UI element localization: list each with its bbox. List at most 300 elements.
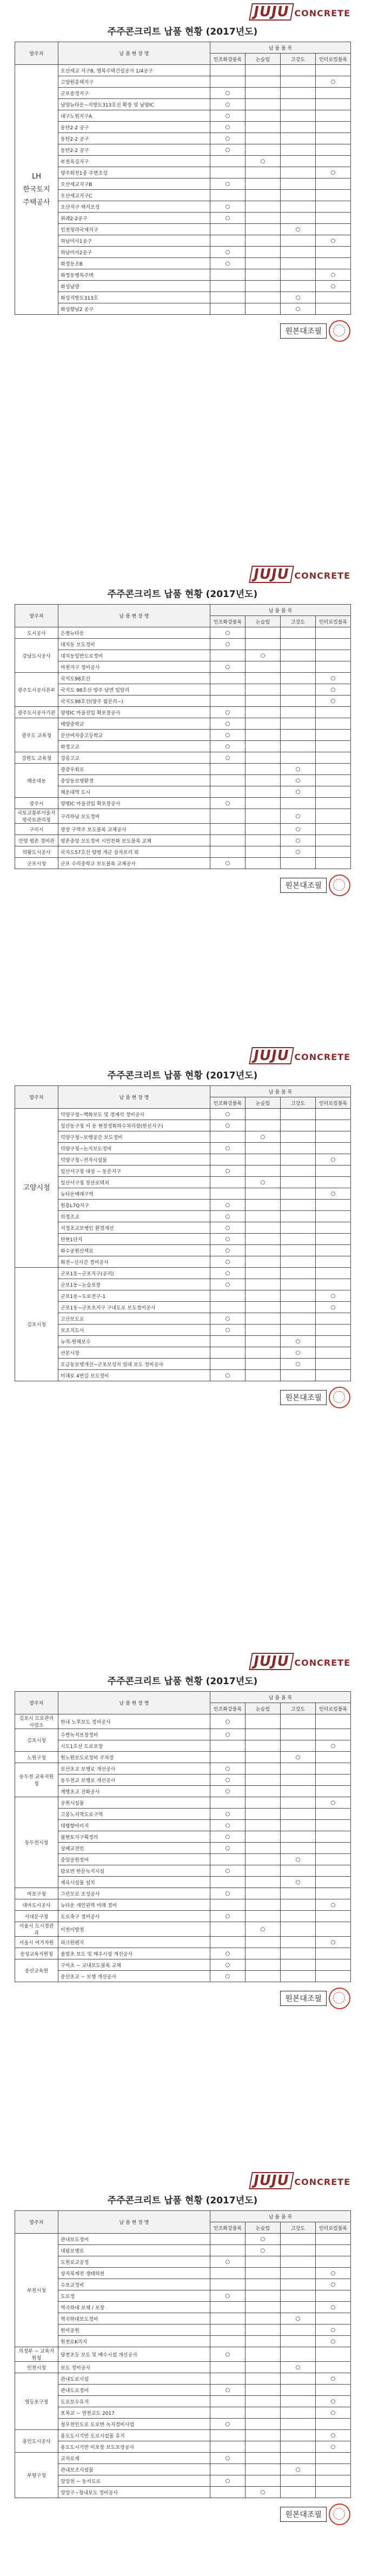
- table-row: [15, 2268, 351, 2279]
- product-mark-cell: [245, 65, 281, 76]
- table-row: [15, 1313, 351, 1325]
- table-row: [15, 2385, 351, 2396]
- header-product: 논슬립: [245, 54, 281, 65]
- product-mark-cell: [210, 224, 245, 235]
- table-row: [15, 1752, 351, 1763]
- site-name-cell: 평촌중앙 보도정비 시민친화 보도블록 교체: [58, 835, 210, 846]
- product-mark-cell: ○: [245, 2245, 281, 2256]
- product-mark-cell: ○: [210, 88, 245, 99]
- product-mark-cell: ○: [316, 1899, 351, 1911]
- site-name-cell: 구리하남 보도정비: [58, 809, 210, 824]
- product-mark-cell: [281, 1279, 316, 1290]
- product-mark-cell: [281, 639, 316, 650]
- header-row: [15, 2211, 351, 2222]
- header-client: 발주처: [15, 605, 58, 627]
- product-mark-cell: [245, 809, 281, 824]
- product-mark-cell: [316, 824, 351, 835]
- product-mark-cell: ○: [210, 661, 245, 673]
- product-mark-cell: [316, 65, 351, 76]
- header-site-name: 납 품 현 장 명: [58, 1692, 210, 1714]
- product-mark-cell: [281, 752, 316, 764]
- product-mark-cell: ○: [210, 2419, 245, 2430]
- table-row: [15, 696, 351, 707]
- product-mark-cell: [245, 1188, 281, 1200]
- product-mark-cell: [210, 281, 245, 292]
- site-name-cell: 동탄2-2 공구: [58, 133, 210, 144]
- product-mark-cell: [281, 684, 316, 696]
- product-mark-cell: [245, 2268, 281, 2279]
- table-row: [15, 718, 351, 730]
- site-name-cell: 화성남양: [58, 281, 210, 292]
- product-mark-cell: [245, 303, 281, 315]
- table-row: [15, 741, 351, 752]
- product-mark-cell: [245, 178, 281, 190]
- table-row: [15, 122, 351, 133]
- product-mark-cell: ○: [245, 1922, 281, 1937]
- product-mark-cell: [245, 110, 281, 122]
- table-row: [15, 1131, 351, 1143]
- product-mark-cell: ○: [316, 2268, 351, 2279]
- product-mark-cell: [316, 661, 351, 673]
- product-mark-cell: [245, 1359, 281, 1370]
- product-mark-cell: [245, 1109, 281, 1120]
- product-mark-cell: [281, 2347, 316, 2362]
- product-mark-cell: [245, 1347, 281, 1359]
- product-mark-cell: ○: [245, 2234, 281, 2245]
- product-mark-cell: [245, 2347, 281, 2362]
- product-mark-cell: [210, 1752, 245, 1763]
- product-mark-cell: [281, 1831, 316, 1843]
- product-mark-cell: ○: [210, 1843, 245, 1854]
- header-row: [15, 1086, 351, 1097]
- table-row: [15, 1854, 351, 1865]
- product-mark-cell: [281, 1313, 316, 1325]
- table-row: [15, 2290, 351, 2302]
- product-mark-cell: ○: [210, 1820, 245, 1831]
- product-mark-cell: [316, 1325, 351, 1336]
- table-row: [15, 1166, 351, 1177]
- product-mark-cell: [245, 2453, 281, 2464]
- product-mark-cell: [281, 1200, 316, 1211]
- product-mark-cell: [281, 1843, 316, 1854]
- table-row: [15, 2279, 351, 2290]
- product-mark-cell: [245, 2430, 281, 2441]
- header-site-name: 납 품 현 장 명: [58, 42, 210, 65]
- site-name-cell: 당천초등 보도 및 배수시설 개선공사: [58, 2347, 210, 2362]
- product-mark-cell: [210, 1290, 245, 1302]
- site-name-cell: 관내보조시설물: [58, 2464, 210, 2475]
- product-mark-cell: ○: [281, 303, 316, 315]
- site-name-cell: 국지도98호선(양주 월문리~): [58, 696, 210, 707]
- product-mark-cell: [245, 1854, 281, 1865]
- site-name-cell: 국지도57호선 양평 개군 상자포리 외: [58, 846, 210, 858]
- header-product: 논슬립: [245, 1703, 281, 1714]
- site-name-cell: 화수공원산책로: [58, 1245, 210, 1256]
- table-row: [15, 2336, 351, 2347]
- header-product: 고강도: [281, 616, 316, 627]
- product-mark-cell: [210, 824, 245, 835]
- product-mark-cell: ○: [316, 2302, 351, 2313]
- product-mark-cell: [245, 269, 281, 281]
- product-mark-cell: [316, 809, 351, 824]
- product-mark-cell: ○: [316, 76, 351, 88]
- table-row: [15, 1245, 351, 1256]
- logo-wordmark: JUJU: [249, 1653, 294, 1670]
- certification-row: [15, 320, 350, 342]
- product-mark-cell: [210, 2302, 245, 2313]
- page-title: 주주콘크리트 납품 현황 (2017년도): [107, 2195, 258, 2206]
- table-row: [15, 1109, 351, 1120]
- product-mark-cell: [316, 1820, 351, 1831]
- table-row: [15, 76, 351, 88]
- product-mark-cell: [316, 1865, 351, 1877]
- site-name-cell: 대형향아이지: [58, 1820, 210, 1831]
- product-mark-cell: ○: [210, 1279, 245, 1290]
- product-mark-cell: [245, 1899, 281, 1911]
- site-name-cell: 탐로번 한문녹지시설: [58, 1865, 210, 1877]
- site-name-cell: 도원로교공정: [58, 2256, 210, 2268]
- product-mark-cell: [281, 1154, 316, 1166]
- table-row: [15, 1740, 351, 1752]
- header-product: 인터로킹블록: [316, 616, 351, 627]
- table-row: [15, 224, 351, 235]
- product-mark-cell: [210, 65, 245, 76]
- client-cell: 도시공사: [15, 627, 58, 639]
- product-mark-cell: [245, 718, 281, 730]
- product-mark-cell: [210, 235, 245, 247]
- site-name-cell: 서정초교보행인 환경개선: [58, 1222, 210, 1234]
- site-name-cell: 군포1동~논슬포장: [58, 1279, 210, 1290]
- table-row: [15, 2430, 351, 2441]
- client-cell: 강남도시공사: [15, 639, 58, 673]
- product-mark-cell: ○: [245, 1131, 281, 1143]
- product-mark-cell: ○: [316, 2325, 351, 2336]
- product-mark-cell: ○: [210, 1948, 245, 1959]
- site-name-cell: 강릉고교: [58, 752, 210, 764]
- product-mark-cell: [281, 1820, 316, 1831]
- product-mark-cell: ○: [316, 235, 351, 247]
- product-mark-cell: [245, 167, 281, 178]
- site-name-cell: 국지도98호선: [58, 673, 210, 684]
- product-mark-cell: [281, 144, 316, 156]
- site-name-cell: 오금동보행개선~군포보성지 일대 보도 정비공사: [58, 1359, 210, 1370]
- table-row: [15, 1865, 351, 1877]
- product-mark-cell: [245, 1948, 281, 1959]
- table-row: [15, 133, 351, 144]
- logo-subtitle: CONCRETE: [294, 1658, 350, 1668]
- product-mark-cell: [210, 2396, 245, 2407]
- product-mark-cell: [316, 144, 351, 156]
- product-mark-cell: ○: [210, 1729, 245, 1740]
- document-page: [0, 0, 365, 562]
- site-name-cell: 은평뉴타운: [58, 627, 210, 639]
- client-cell: 부천시청: [15, 2234, 58, 2347]
- product-mark-cell: [281, 1797, 316, 1809]
- product-mark-cell: [316, 1336, 351, 1347]
- table-row: [15, 1877, 351, 1888]
- table-row: [15, 65, 351, 76]
- product-mark-cell: ○: [210, 1143, 245, 1154]
- table-row: [15, 1347, 351, 1359]
- product-mark-cell: [316, 786, 351, 798]
- product-mark-cell: ○: [316, 1937, 351, 1948]
- site-name-cell: 양평IC 마을진입 확포장공사: [58, 798, 210, 809]
- product-mark-cell: ○: [281, 809, 316, 824]
- product-mark-cell: [210, 303, 245, 315]
- product-mark-cell: [210, 269, 245, 281]
- table-row: [15, 2362, 351, 2373]
- product-mark-cell: ○: [245, 650, 281, 661]
- product-mark-cell: [316, 2464, 351, 2475]
- site-name-cell: 용도도시기반 미포장 보도포장공사: [58, 2441, 210, 2453]
- product-mark-cell: [245, 1268, 281, 1279]
- table-row: [15, 213, 351, 224]
- table-row: [15, 303, 351, 315]
- product-mark-cell: [281, 213, 316, 224]
- product-mark-cell: [281, 1245, 316, 1256]
- site-name-cell: 상패교전인: [58, 1843, 210, 1854]
- product-mark-cell: [245, 1809, 281, 1820]
- product-mark-cell: [281, 718, 316, 730]
- product-mark-cell: [245, 1222, 281, 1234]
- product-mark-cell: ○: [316, 2336, 351, 2347]
- site-name-cell: 동탄2-2 공구: [58, 122, 210, 133]
- product-mark-cell: [245, 707, 281, 718]
- company-logo: [15, 0, 350, 22]
- product-mark-cell: [245, 1865, 281, 1877]
- product-mark-cell: [210, 1359, 245, 1370]
- header-product: 인터로킹블록: [316, 54, 351, 65]
- site-name-cell: 화성지방도313호: [58, 292, 210, 303]
- table-row: [15, 1971, 351, 1982]
- site-name-cell: 이천이방천: [58, 1922, 210, 1937]
- product-mark-cell: [316, 1763, 351, 1774]
- product-mark-cell: [210, 1302, 245, 1313]
- site-name-cell: 보산초교 보행로 개선공사: [58, 1763, 210, 1774]
- table-row: [15, 201, 351, 213]
- table-row: [15, 292, 351, 303]
- client-cell: 광주도 교육청: [15, 718, 58, 752]
- table-row: [15, 167, 351, 178]
- header-site-name: 납 품 현 장 명: [58, 605, 210, 627]
- site-name-cell: 마천지구 정비공사: [58, 661, 210, 673]
- product-mark-cell: [281, 1786, 316, 1797]
- table-row: [15, 1268, 351, 1279]
- product-mark-cell: [210, 2268, 245, 2279]
- product-mark-cell: [245, 824, 281, 835]
- table-row: [15, 673, 351, 684]
- product-mark-cell: [245, 627, 281, 639]
- product-mark-cell: [281, 76, 316, 88]
- product-mark-cell: [316, 1809, 351, 1820]
- product-mark-cell: [281, 1899, 316, 1911]
- product-mark-cell: [316, 1959, 351, 1971]
- product-mark-cell: ○: [210, 99, 245, 110]
- product-mark-cell: ○: [210, 1763, 245, 1774]
- product-mark-cell: [210, 2245, 245, 2256]
- client-cell: 구리시: [15, 824, 58, 835]
- product-mark-cell: ○: [210, 1325, 245, 1336]
- site-name-cell: 덕양구청~논지보도정비: [58, 1143, 210, 1154]
- product-mark-cell: ○: [281, 224, 316, 235]
- logo-subtitle: CONCRETE: [294, 571, 350, 581]
- product-mark-cell: [316, 1971, 351, 1982]
- site-name-cell: 상지북계전 생태하천: [58, 2268, 210, 2279]
- product-mark-cell: [245, 122, 281, 133]
- table-row: [15, 2373, 351, 2385]
- table-row: [15, 1820, 351, 1831]
- product-mark-cell: ○: [316, 281, 351, 292]
- table-row: [15, 1937, 351, 1948]
- product-mark-cell: [316, 1131, 351, 1143]
- table-row: [15, 1279, 351, 1290]
- product-mark-cell: [245, 798, 281, 809]
- product-mark-cell: ○: [316, 269, 351, 281]
- client-cell: 군포시청: [15, 858, 58, 869]
- table-row: [15, 707, 351, 718]
- product-mark-cell: ○: [210, 798, 245, 809]
- table-row: [15, 1359, 351, 1370]
- table-row: [15, 661, 351, 673]
- product-mark-cell: ○: [210, 144, 245, 156]
- header-product: 인터로킹블록: [316, 1097, 351, 1109]
- client-cell: 동두천 교육지원청: [15, 1763, 58, 1797]
- product-mark-cell: [281, 133, 316, 144]
- product-mark-cell: [316, 858, 351, 869]
- certification-row: [15, 1387, 350, 1408]
- product-mark-cell: [281, 1211, 316, 1222]
- product-mark-cell: [245, 1888, 281, 1899]
- product-mark-cell: ○: [316, 1740, 351, 1752]
- product-mark-cell: [281, 1740, 316, 1752]
- page-title: 주주콘크리트 납품 현황 (2017년도): [107, 27, 258, 37]
- site-name-cell: 제옥시설물 설치: [58, 1877, 210, 1888]
- product-mark-cell: [281, 798, 316, 809]
- product-mark-cell: [245, 2407, 281, 2419]
- product-mark-cell: [245, 752, 281, 764]
- product-mark-cell: [316, 707, 351, 718]
- product-mark-cell: [316, 775, 351, 786]
- site-name-cell: 화전~신사간 정비공사: [58, 1256, 210, 1268]
- site-name-cell: 군포1동~군포지구(공리): [58, 1268, 210, 1279]
- product-mark-cell: [245, 741, 281, 752]
- site-name-cell: 파크원펜지: [58, 1937, 210, 1948]
- product-mark-cell: [281, 178, 316, 190]
- table-row: [15, 281, 351, 292]
- table-row: [15, 752, 351, 764]
- product-mark-cell: [245, 2419, 281, 2430]
- product-mark-cell: [316, 178, 351, 190]
- site-name-cell: 화정동조B: [58, 258, 210, 269]
- table-row: [15, 156, 351, 167]
- table-row: [15, 824, 351, 835]
- product-mark-cell: ○: [281, 1359, 316, 1370]
- product-mark-cell: [281, 190, 316, 201]
- product-mark-cell: ○: [281, 1854, 316, 1865]
- product-mark-cell: [210, 1797, 245, 1809]
- product-mark-cell: ○: [210, 1109, 245, 1120]
- header-product: 인조화강블록: [210, 1703, 245, 1714]
- product-mark-cell: [281, 1922, 316, 1937]
- header-product: 고강도: [281, 1703, 316, 1714]
- header-client: 발주처: [15, 1692, 58, 1714]
- product-mark-cell: [316, 1166, 351, 1177]
- site-name-cell: 보도 정비공사: [58, 2362, 210, 2373]
- site-name-cell: 교차로제: [58, 2453, 210, 2464]
- product-mark-cell: [281, 696, 316, 707]
- product-mark-cell: ○: [281, 2362, 316, 2373]
- product-mark-cell: [245, 1279, 281, 1290]
- product-mark-cell: [245, 2325, 281, 2336]
- product-mark-cell: [281, 247, 316, 258]
- page-title: 주주콘크리트 납품 현황 (2017년도): [107, 1676, 258, 1687]
- product-mark-cell: [316, 650, 351, 661]
- table-row: [15, 1899, 351, 1911]
- product-mark-cell: [245, 1120, 281, 1131]
- header-client: 발주처: [15, 2211, 58, 2234]
- product-mark-cell: [281, 156, 316, 167]
- product-mark-cell: [210, 167, 245, 178]
- client-cell: 서울시 도시경관과: [15, 1922, 58, 1937]
- product-mark-cell: ○: [245, 1177, 281, 1188]
- product-mark-cell: [245, 99, 281, 110]
- product-mark-cell: ○: [316, 1188, 351, 1200]
- product-mark-cell: [245, 258, 281, 269]
- product-mark-cell: [245, 133, 281, 144]
- table-row: [15, 1797, 351, 1809]
- site-name-cell: 덕양구청~전자시설물: [58, 1154, 210, 1166]
- product-mark-cell: [210, 2487, 245, 2498]
- product-mark-cell: [316, 1911, 351, 1922]
- product-mark-cell: ○: [281, 846, 316, 858]
- product-mark-cell: ○: [210, 707, 245, 718]
- product-mark-cell: [281, 1959, 316, 1971]
- site-name-cell: 뉴적-원해보수: [58, 1336, 210, 1347]
- product-mark-cell: [245, 1937, 281, 1948]
- header-product-group: 납 품 품 목: [210, 1086, 351, 1097]
- product-mark-cell: [210, 2430, 245, 2441]
- product-mark-cell: [281, 2279, 316, 2290]
- site-name-cell: 위례2-2공구: [58, 213, 210, 224]
- product-mark-cell: [210, 2325, 245, 2336]
- product-mark-cell: [281, 167, 316, 178]
- product-mark-cell: ○: [210, 1888, 245, 1899]
- product-mark-cell: ○: [316, 673, 351, 684]
- product-mark-cell: ○: [210, 639, 245, 650]
- site-name-cell: 일산서구청 장산로텍처: [58, 1177, 210, 1188]
- company-logo: [15, 1044, 350, 1065]
- product-mark-cell: [245, 775, 281, 786]
- product-mark-cell: ○: [210, 741, 245, 752]
- table-row: [15, 1256, 351, 1268]
- table-row: [15, 1325, 351, 1336]
- product-mark-cell: [245, 764, 281, 775]
- product-mark-cell: [245, 2290, 281, 2302]
- product-mark-cell: ○: [316, 2407, 351, 2419]
- table-row: [15, 1188, 351, 1200]
- product-mark-cell: [245, 730, 281, 741]
- logo-wordmark: JUJU: [249, 2172, 294, 2189]
- site-name-cell: 문산여자중고등학교: [58, 730, 210, 741]
- product-mark-cell: [281, 1290, 316, 1302]
- table-row: [15, 1200, 351, 1211]
- site-name-cell: 송산초교 ~ 보행 개선공사: [58, 1971, 210, 1982]
- product-mark-cell: [316, 258, 351, 269]
- product-mark-cell: ○: [210, 1809, 245, 1820]
- client-cell: 송산교육원: [15, 1959, 58, 1982]
- product-mark-cell: [316, 1245, 351, 1256]
- table-row: [15, 786, 351, 798]
